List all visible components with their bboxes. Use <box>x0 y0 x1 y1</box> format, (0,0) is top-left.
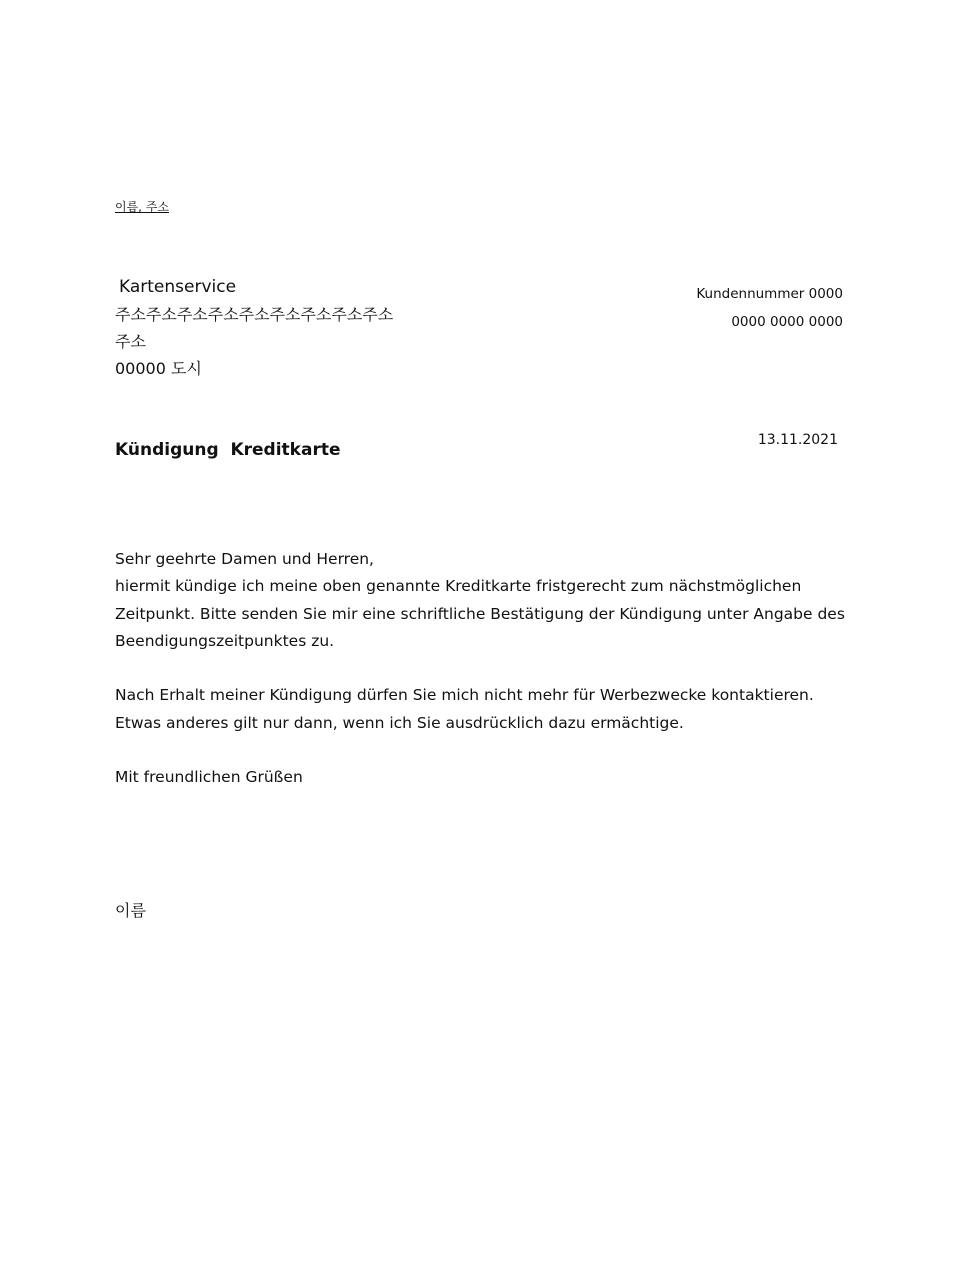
recipient-name: Kartenservice <box>119 277 237 297</box>
letter-body <box>115 546 845 819</box>
body-paragraph-1: hiermit kündige ich meine oben genannte Kreditkarte fristgerecht zum nächstmöglichen Zeitpunkt. Bitte senden Sie mir eine schriftliche Bestätigung der Kündigung unter Angabe des Beendigungszeitpunktes zu. <box>115 577 845 650</box>
recipient-city: 00000 도시 <box>115 359 202 378</box>
salutation: Sehr geehrte Damen und Herren, <box>115 550 374 568</box>
customer-info-block <box>696 280 843 336</box>
recipient-street: 주소주소주소주소주소주소주소주소주소주소 <box>115 305 394 351</box>
letter-subject: Kündigung Kreditkarte <box>115 440 341 460</box>
signature-name: 이름 <box>115 901 146 920</box>
letter-date: 13.11.2021 <box>757 432 838 448</box>
sender-address-line: 이름, 주소 <box>115 200 169 214</box>
closing-phrase: Mit freundlichen Grüßen <box>115 768 303 787</box>
body-paragraph-2: Nach Erhalt meiner Kündigung dürfen Sie mich nicht mehr für Werbezwecke kontaktieren. Etwas anderes gilt nur dann, wenn ich Sie ausdrücklich dazu ermächtige. <box>115 686 814 732</box>
card-number: 0000 0000 0000 <box>731 314 843 330</box>
customer-number: Kundennummer 0000 <box>696 286 843 302</box>
recipient-address-block <box>115 274 400 382</box>
